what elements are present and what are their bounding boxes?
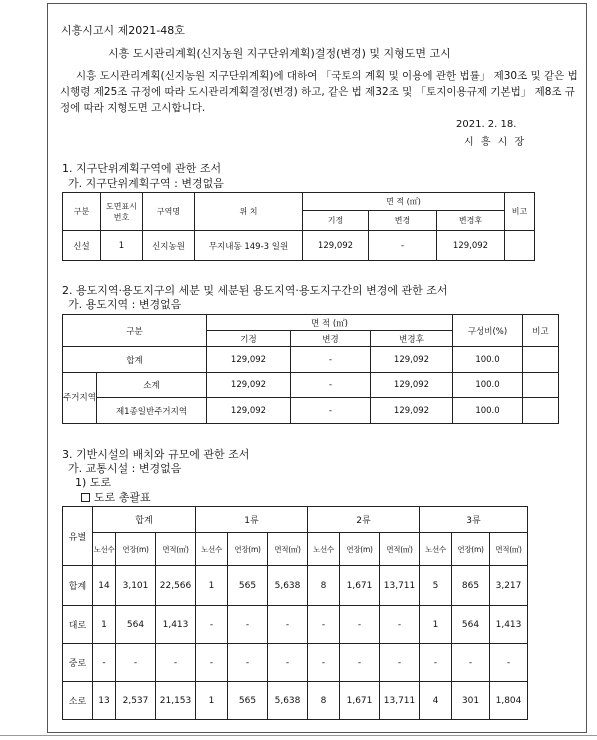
header-length: 연장(m) <box>340 533 380 566</box>
header-area: 면 적 (㎡) <box>207 315 453 331</box>
header-type: 구분 <box>63 315 207 347</box>
cell-existing: 129,092 <box>207 398 291 424</box>
cell-existing: 129,092 <box>207 347 291 373</box>
cell: - <box>196 606 228 644</box>
table-row <box>63 566 528 606</box>
cell-type: 신설 <box>63 231 101 261</box>
cell: - <box>420 644 452 682</box>
cell: 1 <box>196 566 228 606</box>
header-group-total: 합계 <box>93 507 196 533</box>
header-area: 면적(㎡) <box>156 533 196 566</box>
road-summary-table <box>62 506 528 720</box>
checkbox-square-icon <box>81 493 90 502</box>
cell: - <box>228 606 268 644</box>
section1-subheading: 가. 지구단위계획구역 : 변경없음 <box>68 177 224 190</box>
row-label: 제1종일반주거지역 <box>97 398 207 424</box>
header-group-class1: 1류 <box>196 507 308 533</box>
header-existing: 기정 <box>303 211 369 231</box>
cell: - <box>268 644 308 682</box>
cell: 14 <box>93 566 116 606</box>
cell: 2,537 <box>116 682 156 720</box>
cell: - <box>116 644 156 682</box>
header-change: 변경 <box>369 211 437 231</box>
header-area: 면적(㎡) <box>268 533 308 566</box>
header-length: 연장(m) <box>452 533 490 566</box>
header-count: 노선수 <box>420 533 452 566</box>
cell: - <box>452 644 490 682</box>
cell: - <box>156 644 196 682</box>
cell: 8 <box>308 566 340 606</box>
cell-drawing-number: 1 <box>101 231 143 261</box>
table-row <box>63 606 528 644</box>
cell: - <box>308 606 340 644</box>
cell-change: - <box>291 373 371 398</box>
group-label: 주거지역 <box>63 373 97 424</box>
row-label: 소계 <box>97 373 207 398</box>
cell: 13 <box>93 682 116 720</box>
cell: 1,413 <box>156 606 196 644</box>
table-row <box>63 682 528 720</box>
cell: 3,101 <box>116 566 156 606</box>
cell: 5 <box>420 566 452 606</box>
row-label: 합계 <box>63 347 207 373</box>
header-change: 변경 <box>291 331 371 347</box>
cell: 1,413 <box>490 606 528 644</box>
header-drawing-number: 도면표시 번호 <box>101 193 143 231</box>
cell: 3,217 <box>490 566 528 606</box>
header-group-class2: 2류 <box>308 507 420 533</box>
cell-remarks <box>523 398 559 424</box>
cell: - <box>380 644 420 682</box>
header-ratio: 구성비(%) <box>453 315 523 347</box>
cell: - <box>93 644 116 682</box>
cell: 301 <box>452 682 490 720</box>
page-divider <box>0 735 597 736</box>
table-row <box>63 347 559 373</box>
header-group-class3: 3류 <box>420 507 528 533</box>
header-after: 변경후 <box>437 211 505 231</box>
cell-after: 129,092 <box>437 231 505 261</box>
cell-remarks <box>523 347 559 373</box>
cell: - <box>340 644 380 682</box>
cell: 564 <box>452 606 490 644</box>
header-type: 구분 <box>63 193 101 231</box>
section3-subheading: 가. 교통시설 : 변경없음 <box>68 462 182 475</box>
cell: - <box>228 644 268 682</box>
section3-item: 1) 도로 <box>75 476 112 489</box>
cell: 22,566 <box>156 566 196 606</box>
cell: - <box>490 644 528 682</box>
table-row <box>63 373 559 398</box>
row-label: 대로 <box>63 606 93 644</box>
cell: 1 <box>420 606 452 644</box>
notice-date: 2021. 2. 18. <box>456 119 517 130</box>
cell: 565 <box>228 566 268 606</box>
district-plan-table <box>62 192 535 261</box>
notice-number: 시흥시고시 제2021-48호 <box>61 24 185 37</box>
cell-change: - <box>291 398 371 424</box>
header-count: 노선수 <box>308 533 340 566</box>
cell: - <box>340 606 380 644</box>
header-area: 면 적 (㎡) <box>303 193 505 211</box>
header-count: 노선수 <box>196 533 228 566</box>
cell: - <box>268 606 308 644</box>
cell-ratio: 100.0 <box>453 347 523 373</box>
table-row <box>63 398 559 424</box>
header-existing: 기정 <box>207 331 291 347</box>
table-row <box>63 231 535 261</box>
header-length: 연장(m) <box>228 533 268 566</box>
section1-heading: 1. 지구단위계획구역에 관한 조서 <box>62 162 222 175</box>
cell: 1 <box>93 606 116 644</box>
header-remarks: 비고 <box>523 315 559 347</box>
cell-after: 129,092 <box>371 347 453 373</box>
row-label: 합계 <box>63 566 93 606</box>
cell-remarks <box>505 231 535 261</box>
header-zone-name: 구역명 <box>143 193 195 231</box>
cell-zone-name: 신지농원 <box>143 231 195 261</box>
cell-existing: 129,092 <box>207 373 291 398</box>
section3-heading: 3. 기반시설의 배치와 규모에 관한 조서 <box>62 448 250 461</box>
cell-location: 무지내동 149-3 일원 <box>195 231 303 261</box>
cell-change: - <box>369 231 437 261</box>
zoning-table <box>62 314 559 424</box>
cell-after: 129,092 <box>371 398 453 424</box>
section2-subheading: 가. 용도지역 : 변경없음 <box>68 298 182 311</box>
cell: 1,671 <box>340 566 380 606</box>
body-text: 시흥 도시관리계획(신지농원 지구단위계획)에 대하여 「국토의 계획 및 이용에 관한 법률」 제30조 및 같은 법 시행령 제25조 규정에 따라 도시관리계획결정(변경) 하고, 같은 법 제32조 및 「토지이용규제 기본법」 제8조 규정에 따라 지형도면 고시합니다. <box>60 70 578 114</box>
table-row <box>63 644 528 682</box>
header-area: 면적(㎡) <box>380 533 420 566</box>
road-table-title: 도로 총괄표 <box>81 489 151 505</box>
cell: 565 <box>228 682 268 720</box>
cell-ratio: 100.0 <box>453 398 523 424</box>
cell: 5,638 <box>268 566 308 606</box>
cell: 1,804 <box>490 682 528 720</box>
cell: - <box>308 644 340 682</box>
section2-heading: 2. 용도지역·용도지구의 세분 및 세분된 용도지역·용도지구간의 변경에 관한 조서 <box>62 284 448 297</box>
header-length: 연장(m) <box>116 533 156 566</box>
cell-after: 129,092 <box>371 373 453 398</box>
cell: 564 <box>116 606 156 644</box>
cell: 13,711 <box>380 566 420 606</box>
header-type: 유별 <box>63 507 93 566</box>
issuer: 시 흥 시 장 <box>464 137 527 148</box>
header-remarks: 비고 <box>505 193 535 231</box>
cell-existing: 129,092 <box>303 231 369 261</box>
cell: 1,671 <box>340 682 380 720</box>
cell-remarks <box>523 373 559 398</box>
cell: - <box>196 644 228 682</box>
header-after: 변경후 <box>371 331 453 347</box>
cell: 1 <box>196 682 228 720</box>
row-label: 중로 <box>63 644 93 682</box>
cell: 21,153 <box>156 682 196 720</box>
header-location: 위 치 <box>195 193 303 231</box>
cell: - <box>380 606 420 644</box>
cell-change: - <box>291 347 371 373</box>
cell: 865 <box>452 566 490 606</box>
header-count: 노선수 <box>93 533 116 566</box>
cell: 8 <box>308 682 340 720</box>
cell: 5,638 <box>268 682 308 720</box>
page-title: 시흥 도시관리계획(신지농원 지구단위계획)결정(변경) 및 지형도면 고시 <box>108 47 451 60</box>
row-label: 소로 <box>63 682 93 720</box>
cell: 4 <box>420 682 452 720</box>
header-area: 면적(㎡) <box>490 533 528 566</box>
cell: 13,711 <box>380 682 420 720</box>
cell-ratio: 100.0 <box>453 373 523 398</box>
